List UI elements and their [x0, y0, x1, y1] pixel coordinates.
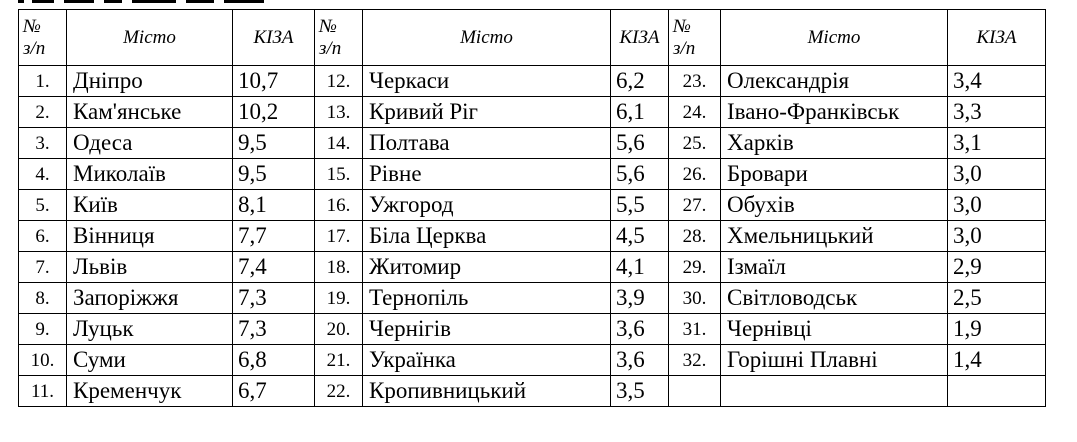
kiza-city-table — [18, 9, 1046, 407]
city-name: Івано-Франківськ — [721, 97, 948, 128]
header-city: Місто — [363, 10, 611, 66]
row-number: 1. — [19, 66, 67, 97]
city-name: Черкаси — [363, 66, 611, 97]
kiza-value: 3,9 — [611, 283, 669, 314]
row-number: 9. — [19, 314, 67, 345]
row-number: 24. — [669, 97, 721, 128]
table-row — [19, 128, 1046, 159]
city-name: Харків — [721, 128, 948, 159]
kiza-value: 1,9 — [948, 314, 1046, 345]
kiza-value: 5,5 — [611, 190, 669, 221]
kiza-value: 7,7 — [233, 221, 315, 252]
row-number: 27. — [669, 190, 721, 221]
kiza-value: 3,1 — [948, 128, 1046, 159]
row-number: 29. — [669, 252, 721, 283]
row-number: 18. — [315, 252, 363, 283]
row-number: 14. — [315, 128, 363, 159]
city-name: Луцьк — [67, 314, 233, 345]
city-name: Рівне — [363, 159, 611, 190]
row-number: 28. — [669, 221, 721, 252]
city-name: Кропивницький — [363, 376, 611, 407]
row-number: 12. — [315, 66, 363, 97]
city-name: Житомир — [363, 252, 611, 283]
city-name: Ізмаїл — [721, 252, 948, 283]
row-number: 21. — [315, 345, 363, 376]
row-number: 4. — [19, 159, 67, 190]
header-kiza: КІЗА — [233, 10, 315, 66]
table-row — [19, 283, 1046, 314]
table-row — [19, 345, 1046, 376]
city-name: Вінниця — [67, 221, 233, 252]
kiza-value: 6,2 — [611, 66, 669, 97]
row-number: 23. — [669, 66, 721, 97]
city-name: Одеса — [67, 128, 233, 159]
header-number: № з/п — [315, 10, 363, 66]
kiza-value: 3,0 — [948, 159, 1046, 190]
kiza-value: 8,1 — [233, 190, 315, 221]
city-name: Ужгород — [363, 190, 611, 221]
row-number: 11. — [19, 376, 67, 407]
kiza-value: 7,3 — [233, 314, 315, 345]
row-number: 20. — [315, 314, 363, 345]
city-name: Світловодськ — [721, 283, 948, 314]
header-city: Місто — [67, 10, 233, 66]
header-city: Місто — [721, 10, 948, 66]
table-row — [19, 221, 1046, 252]
city-name: Дніпро — [67, 66, 233, 97]
kiza-value: 3,6 — [611, 345, 669, 376]
row-number: 17. — [315, 221, 363, 252]
city-name: Біла Церква — [363, 221, 611, 252]
row-number: 25. — [669, 128, 721, 159]
kiza-value: 1,4 — [948, 345, 1046, 376]
city-name: Полтава — [363, 128, 611, 159]
row-number: 13. — [315, 97, 363, 128]
table-header-row — [19, 10, 1046, 66]
kiza-value: 9,5 — [233, 128, 315, 159]
city-name: Бровари — [721, 159, 948, 190]
header-kiza: КІЗА — [611, 10, 669, 66]
row-number: 31. — [669, 314, 721, 345]
kiza-value: 4,5 — [611, 221, 669, 252]
city-name: Кам'янське — [67, 97, 233, 128]
city-name: Львів — [67, 252, 233, 283]
row-number: 15. — [315, 159, 363, 190]
city-name: Горішні Плавні — [721, 345, 948, 376]
kiza-value: 6,1 — [611, 97, 669, 128]
city-name — [721, 376, 948, 407]
kiza-value: 7,4 — [233, 252, 315, 283]
kiza-value: 5,6 — [611, 128, 669, 159]
row-number: 22. — [315, 376, 363, 407]
table-row — [19, 190, 1046, 221]
row-number — [669, 376, 721, 407]
table-row — [19, 252, 1046, 283]
table-row — [19, 376, 1046, 407]
city-name: Чернігів — [363, 314, 611, 345]
cropped-text-fragment — [18, 0, 280, 5]
header-kiza: КІЗА — [948, 10, 1046, 66]
row-number: 2. — [19, 97, 67, 128]
header-number: № з/п — [19, 10, 67, 66]
kiza-value: 3,0 — [948, 190, 1046, 221]
city-name: Суми — [67, 345, 233, 376]
kiza-value: 6,8 — [233, 345, 315, 376]
kiza-value: 3,6 — [611, 314, 669, 345]
row-number: 32. — [669, 345, 721, 376]
city-name: Олександрія — [721, 66, 948, 97]
city-name: Кривий Ріг — [363, 97, 611, 128]
table-row — [19, 159, 1046, 190]
kiza-value: 6,7 — [233, 376, 315, 407]
kiza-value: 3,5 — [611, 376, 669, 407]
city-name: Чернівці — [721, 314, 948, 345]
row-number: 6. — [19, 221, 67, 252]
city-name: Запоріжжя — [67, 283, 233, 314]
kiza-value: 9,5 — [233, 159, 315, 190]
row-number: 30. — [669, 283, 721, 314]
city-name: Тернопіль — [363, 283, 611, 314]
row-number: 16. — [315, 190, 363, 221]
row-number: 7. — [19, 252, 67, 283]
kiza-value: 3,3 — [948, 97, 1046, 128]
row-number: 8. — [19, 283, 67, 314]
table-row — [19, 97, 1046, 128]
table-row — [19, 66, 1046, 97]
kiza-value: 7,3 — [233, 283, 315, 314]
city-name: Українка — [363, 345, 611, 376]
kiza-value: 4,1 — [611, 252, 669, 283]
city-name: Кременчук — [67, 376, 233, 407]
kiza-value: 10,7 — [233, 66, 315, 97]
row-number: 3. — [19, 128, 67, 159]
table-row — [19, 314, 1046, 345]
kiza-value: 2,9 — [948, 252, 1046, 283]
city-name: Миколаїв — [67, 159, 233, 190]
kiza-value — [948, 376, 1046, 407]
kiza-value: 5,6 — [611, 159, 669, 190]
city-name: Хмельницький — [721, 221, 948, 252]
row-number: 19. — [315, 283, 363, 314]
city-name: Київ — [67, 190, 233, 221]
row-number: 10. — [19, 345, 67, 376]
kiza-value: 10,2 — [233, 97, 315, 128]
kiza-value: 2,5 — [948, 283, 1046, 314]
header-number: № з/п — [669, 10, 721, 66]
kiza-value: 3,0 — [948, 221, 1046, 252]
city-name: Обухів — [721, 190, 948, 221]
kiza-value: 3,4 — [948, 66, 1046, 97]
row-number: 5. — [19, 190, 67, 221]
row-number: 26. — [669, 159, 721, 190]
